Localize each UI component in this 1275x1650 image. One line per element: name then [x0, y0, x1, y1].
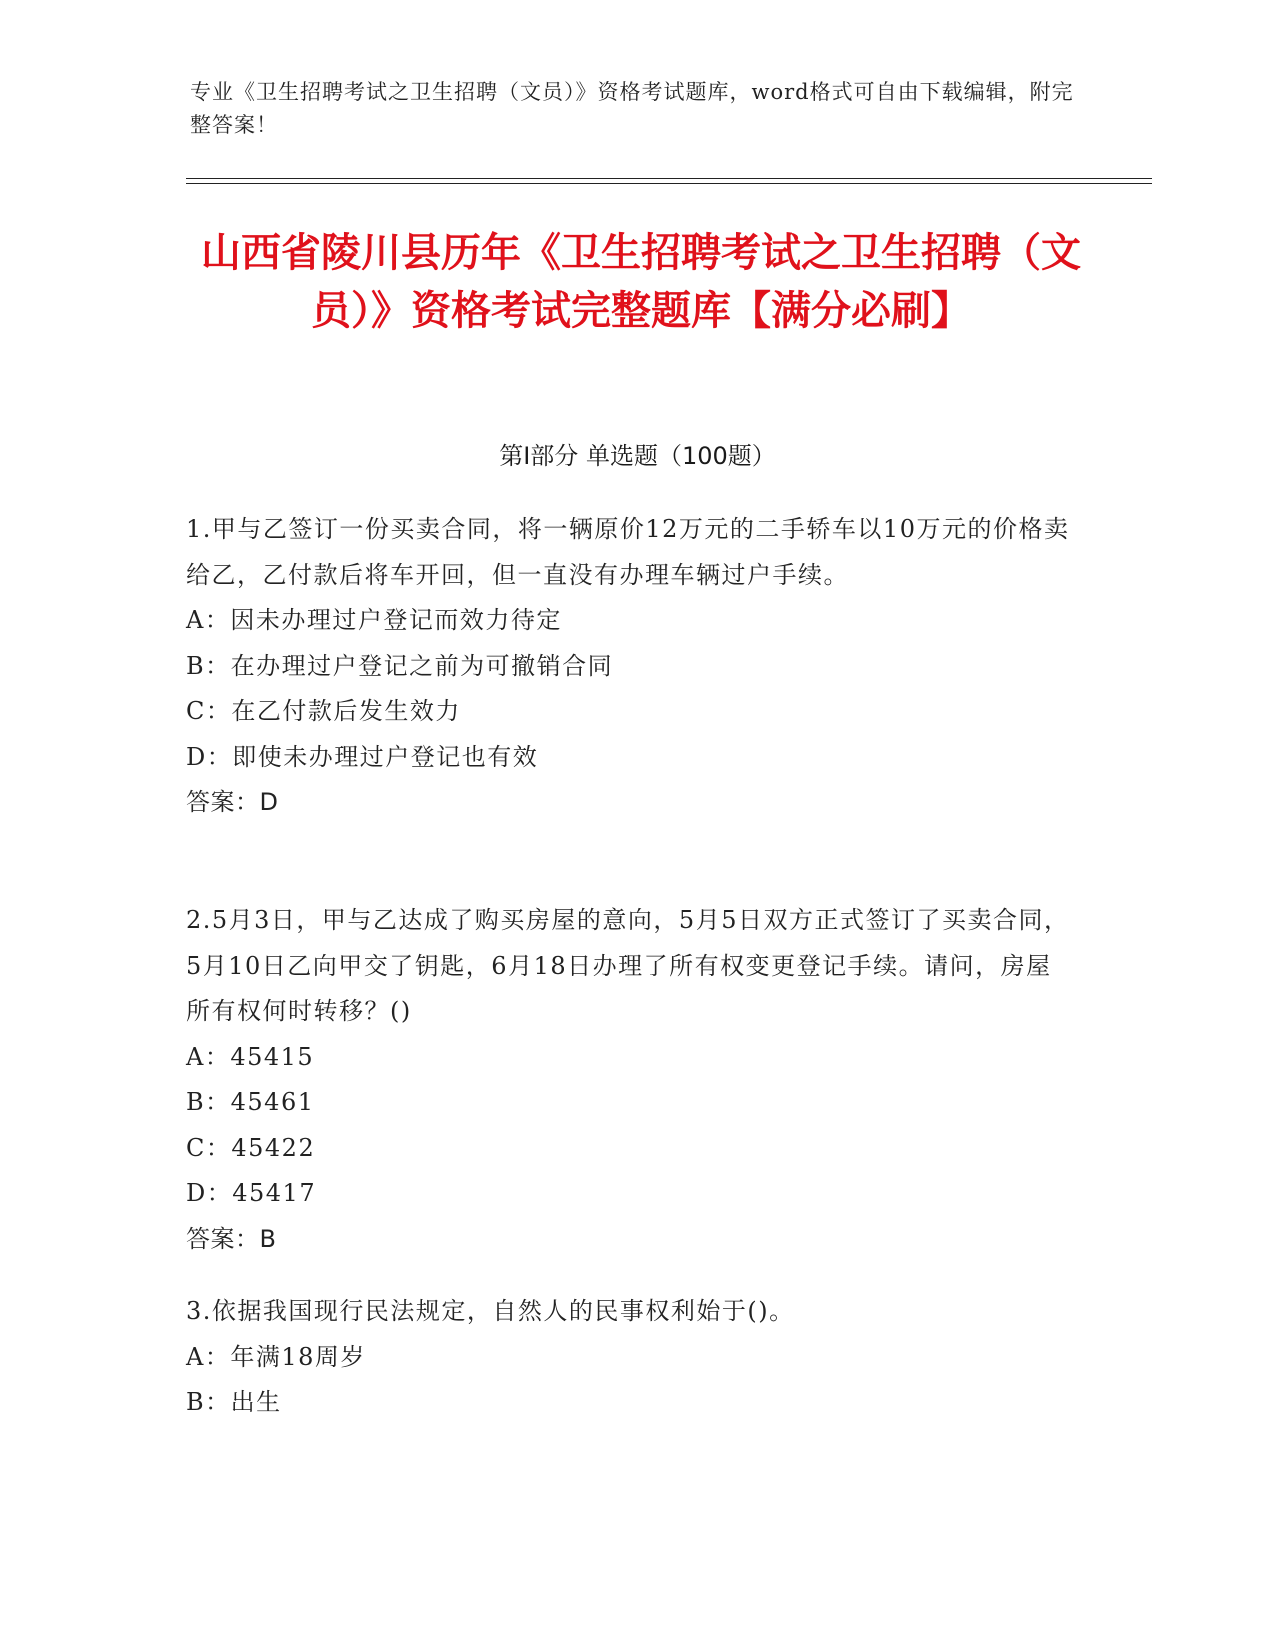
answer-line: 答案：D — [186, 788, 279, 816]
option-c: C：45422 — [186, 1133, 316, 1162]
option-a: A：45415 — [186, 1042, 315, 1071]
answer-line: 答案：B — [186, 1224, 277, 1253]
document-title: 山西省陵川县历年《卫生招聘考试之卫生招聘（文员）》资格考试完整题库【满分必刷】 — [201, 230, 1081, 334]
header-divider-top — [186, 178, 1152, 179]
option-b: B：在办理过户登记之前为可撤销合同 — [186, 651, 614, 680]
question-2 — [186, 898, 1076, 1262]
option-b: B：45461 — [186, 1088, 315, 1116]
section-heading: 第Ⅰ部分 单选题（100题） — [499, 442, 776, 470]
option-a: A：年满18周岁 — [186, 1342, 366, 1371]
question-stem: 2.5月3日，甲与乙达成了购买房屋的意向，5月5日双方正式签订了买卖合同，5月10日乙向甲交了钥匙，6月18日办理了所有权变更登记手续。请问，房屋所有权何时转移？() — [186, 906, 1070, 1025]
option-c: C：在乙付款后发生效力 — [186, 697, 461, 725]
question-1 — [186, 507, 1076, 826]
option-b: B：出生 — [186, 1388, 282, 1416]
option-d: D：45417 — [186, 1179, 317, 1207]
question-3 — [186, 1289, 1076, 1426]
question-stem: 3.依据我国现行民法规定，自然人的民事权利始于()。 — [186, 1297, 795, 1325]
question-stem: 1.甲与乙签订一份买卖合同，将一辆原价12万元的二手轿车以10万元的价格卖给乙，乙付款后将车开回，但一直没有办理车辆过户手续。 — [186, 515, 1070, 589]
option-a: A：因未办理过户登记而效力待定 — [186, 606, 562, 634]
header-note: 专业《卫生招聘考试之卫生招聘（文员）》资格考试题库，word格式可自由下载编辑，附完整答案！ — [190, 80, 1074, 137]
option-d: D：即使未办理过户登记也有效 — [186, 742, 539, 771]
header-divider-bottom — [186, 183, 1152, 184]
